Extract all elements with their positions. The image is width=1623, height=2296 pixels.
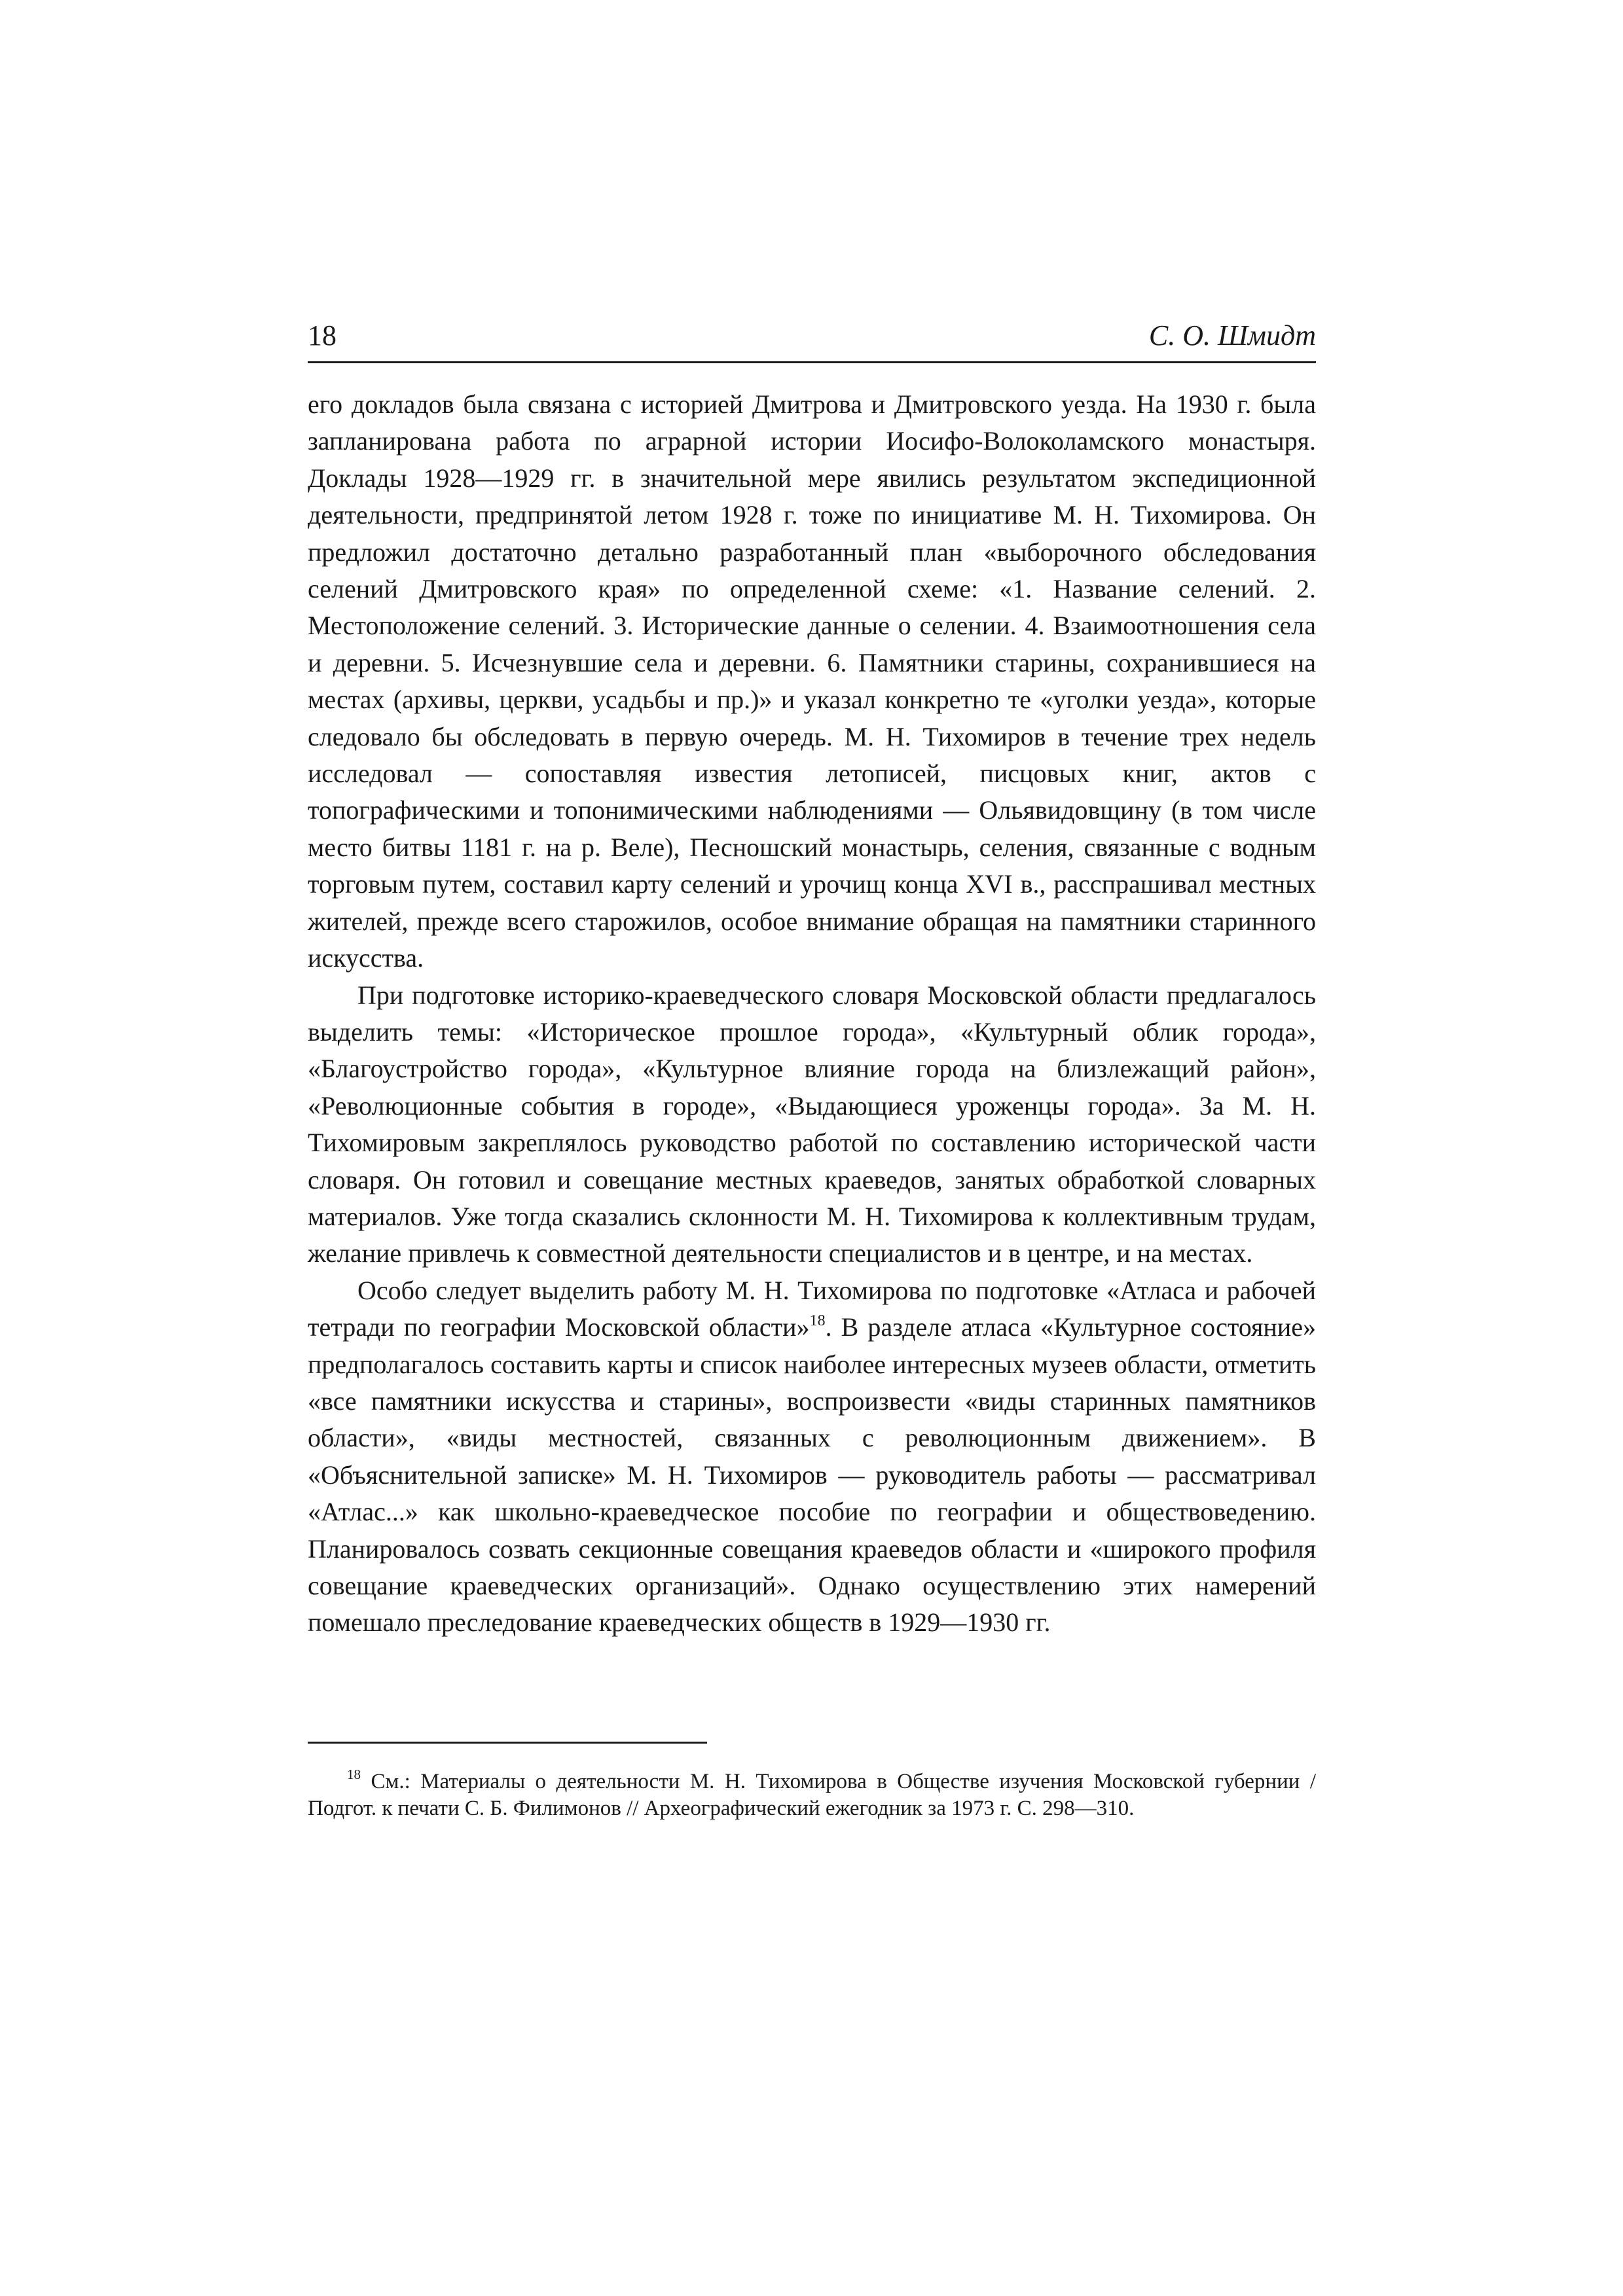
footnote-divider [308, 1742, 707, 1744]
page-number: 18 [308, 319, 337, 351]
main-text [308, 386, 1316, 1641]
running-head-author: С. О. Шмидт [1148, 319, 1316, 351]
footnote-reference: 18 [809, 1312, 826, 1330]
footnote [308, 1768, 1316, 1822]
paragraph-3 [308, 1272, 1316, 1641]
paragraph-3-text-after-ref: . В разделе атласа «Культурное состояние» предполагалось составить карты и список наиболее интересных музеев области, отметить «все памятники искусства и старины», воспроизвести «виды старинных памятников области», «виды местностей, связанных с революционным движением». В «Объяснительной записке» М. Н. Тихомиров — руководитель работы — рассматривал «Атлас...» как школьно-краеведческое пособие по географии и обществоведению. Планировалось созвать секционные совещания краеведов области и «широкого профиля совещание краеведческих организаций». Однако осуществлению этих намерений помешало преследование краеведческих обществ в 1929—1930 гг. [308, 1312, 1316, 1638]
footnote-number: 18 [347, 1767, 361, 1782]
page-header [308, 315, 1316, 363]
footnote-text: См.: Материалы о деятельности М. Н. Тихомирова в Обществе изучения Московской губернии / Подгот. к печати С. Б. Филимонов // Археографический ежегодник за 1973 г. С. 298—310. [308, 1770, 1316, 1820]
paragraph-1: его докладов была связана с историей Дмитрова и Дмитровского уезда. На 1930 г. была запланирована работа по аграрной истории Иосифо-Волоколамского монастыря. Доклады 1928—1929 гг. в значительной мере явились результатом экспедиционной деятельности, предпринятой летом 1928 г. тоже по инициативе М. Н. Тихомирова. Он предложил достаточно детально разработанный план «выборочного обследования селений Дмитровского края» по определенной схеме: «1. Название селений. 2. Местоположение селений. 3. Исторические данные о селении. 4. Взаимоотношения села и деревни. 5. Исчезнувшие села и деревни. 6. Памятники старины, сохранившиеся на местах (архивы, церкви, усадьбы и пр.)» и указал конкретно те «уголки уезда», которые следовало бы обследовать в первую очередь. М. Н. Тихомиров в течение трех недель исследовал — сопоставляя известия летописей, писцовых книг, актов с топографическими и топонимическими наблюдениями — Ольявидовщину (в том числе место битвы 1181 г. на р. Веле), Песношский монастырь, селения, связанные с водным торговым путем, составил карту селений и урочищ конца XVI в., расспрашивал местных жителей, прежде всего старожилов, особое внимание обращая на памятники старинного искусства. [308, 389, 1316, 973]
paragraph-3-text-before-ref: Особо следует выделить работу М. Н. Тихомирова по подготовке «Атласа и рабочей тетради по географии Московской области» [308, 1275, 1316, 1342]
paragraph-2: При подготовке историко-краеведческого словаря Московской области предлагалось выделить темы: «Историческое прошлое города», «Культурный облик города», «Благоустройство города», «Культурное влияние города на близлежащий район», «Революционные события в городе», «Выдающиеся уроженцы города». За М. Н. Тихомировым закреплялось руководство работой по составлению исторической части словаря. Он готовил и совещание местных краеведов, занятых обработкой словарных материалов. Уже тогда сказались склонности М. Н. Тихомирова к коллективным трудам, желание привлечь к совместной деятельности специалистов и в центре, и на местах. [308, 980, 1316, 1268]
